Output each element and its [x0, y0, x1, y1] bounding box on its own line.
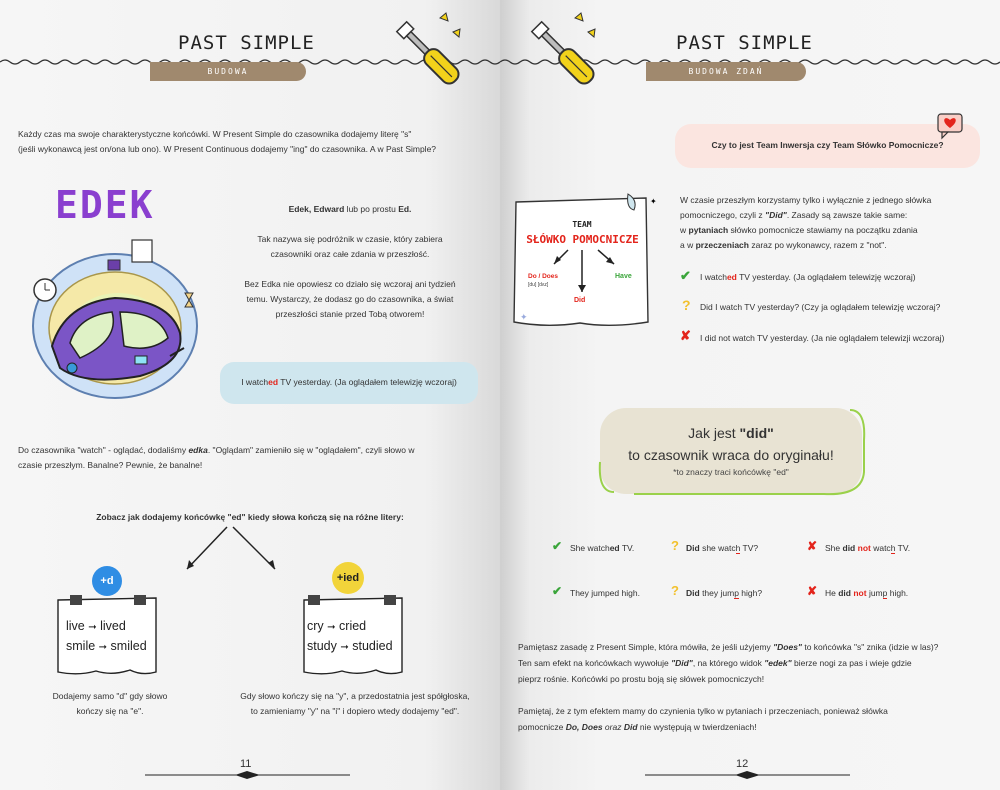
grid-r1-c2: [686, 541, 758, 556]
grid-r2-c3b: did: [838, 588, 851, 598]
edek-heading: [225, 202, 475, 217]
desc-line-4b: przeczeniach: [695, 240, 749, 250]
caption-ied-line1: Gdy słowo kończy się na "y", a przedostatnia jest spółgłoska,: [240, 691, 470, 701]
rule2-line2: [518, 720, 993, 735]
card-ied-words: [307, 617, 407, 657]
did-box-green-border: [594, 402, 870, 500]
page-title: PAST SIMPLE: [178, 32, 315, 54]
page-ornament: [645, 770, 850, 780]
team-card-background: [510, 192, 655, 330]
grid-r2-c3e: p: [882, 588, 888, 598]
grid-r2-c2d: high?: [738, 588, 763, 598]
watch-line-2: czasie przeszłym. Banalne? Pewnie, że banalne!: [18, 460, 203, 470]
heart-chat-icon: [936, 112, 964, 140]
grid-r1-c1b: ed: [609, 543, 620, 553]
grid-r1-c3a: She: [825, 543, 843, 553]
grid-r1-c1a: She watch: [570, 543, 610, 553]
watch-line-1b: edka: [188, 445, 208, 455]
card-ied-row: cry ➞ cried: [307, 619, 367, 633]
screwdriver-icon: [385, 10, 475, 100]
card-ied-from-1: cry: [307, 619, 324, 633]
question-text: Czy to jest Team Inwersja czy Team Słówko Pomocnicze?: [711, 140, 944, 150]
grid-r1-c3f: TV.: [895, 543, 911, 553]
grid-r1-c3: [825, 541, 910, 556]
card-d-row: smile ➞ smiled: [66, 639, 147, 653]
desc-line-4: [680, 238, 990, 253]
rule1-line2b: "Did": [671, 658, 693, 668]
card-d-row: live ➞ lived: [66, 619, 126, 633]
rule1-line2d: "edek": [764, 658, 792, 668]
grid-r2-c2a: Did: [686, 588, 700, 598]
page-ornament: [145, 770, 350, 780]
grid-r2-c3d: jum: [866, 588, 883, 598]
edek-heading-bold1: Edek, Edward: [288, 204, 345, 214]
team-title: SŁÓWKO POMOCNICZE: [526, 233, 639, 246]
question-mark-icon: ?: [671, 538, 679, 553]
intro-line-1: Każdy czas ma swoje charakterystyczne końcówki. W Present Simple do czasownika dodajemy literę "s": [18, 129, 412, 139]
example-ending: ed: [268, 377, 279, 387]
rule1-line1a: Pamiętasz zasadę z Present Simple, która mówiła, że jeśli użyjemy: [518, 642, 774, 652]
desc-line-2: [680, 208, 990, 223]
team-label: TEAM: [572, 220, 592, 229]
rule1-line1b: "Does": [773, 642, 802, 652]
section-tab: BUDOWA: [150, 62, 306, 81]
edek-heading-mid: lub po prostu: [344, 204, 399, 214]
example-pre: I watch: [241, 377, 269, 387]
question-mark-icon: ?: [671, 583, 679, 598]
rule2-line2d: Did: [623, 722, 638, 732]
team-have: Have: [615, 273, 632, 280]
card-d-from-1: live: [66, 619, 85, 633]
grid-r2-c2c: p: [734, 588, 739, 598]
did-box-line2: to czasownik wraca do oryginału!: [628, 447, 834, 463]
rule1-line3: pieprz rośnie. Końcówki po prostu boją się słówek pomocniczych!: [518, 674, 765, 684]
desc-line-2c: . Zasady są zawsze takie same:: [786, 210, 908, 220]
intro-line-2: (jeśli wykonawcą jest on/ona lub ono). W Present Continuous dodajemy "ing" do czasownika. A w Past Simple?: [18, 144, 437, 154]
rule2-line2c: oraz: [602, 722, 624, 732]
para1-line1: Tak nazywa się podróżnik w czasie, który zabiera: [257, 234, 443, 244]
desc-line-4a: a w: [680, 240, 696, 250]
example-affirmative: [700, 270, 990, 285]
question-bubble: [675, 124, 980, 168]
team-do-pron: [du] [dʌz]: [528, 282, 549, 288]
check-icon: ✔: [552, 584, 563, 598]
ex1-ending: ed: [726, 272, 737, 282]
grid-r2-c3a: He: [825, 588, 839, 598]
caption-d-line1: Dodajemy samo "d" gdy słowo: [52, 691, 168, 701]
badge-plus-ied: +ied: [332, 562, 364, 594]
card-d-to-2: smiled: [110, 639, 147, 653]
screwdriver-icon: [520, 10, 610, 100]
desc-line-2a: pomocniczego, czyli z: [680, 210, 766, 220]
team-did: Did: [574, 297, 586, 304]
para2-line2: temu. Wystarczy, że dodasz go do czasownika, a świat: [246, 294, 454, 304]
grid-r2-c3: [825, 586, 908, 601]
badge-plus-d: +d: [92, 566, 122, 596]
split-arrows: [175, 523, 285, 575]
card-ied-row: study ➞ studied: [307, 639, 393, 653]
edek-heading-bold2: Ed.: [398, 204, 412, 214]
grid-r1-c3e: h: [890, 543, 896, 553]
cross-icon: ✘: [680, 328, 691, 343]
question-mark-icon: ?: [682, 297, 691, 313]
card-d-from-2: smile: [66, 639, 96, 653]
ex1-pre: I watch: [700, 272, 727, 282]
desc-line-1: W czasie przeszłym korzystamy tylko i wyłącznie z jednego słówka: [680, 195, 932, 205]
example-bubble: [220, 362, 478, 404]
desc-line-3: [680, 223, 990, 238]
edek-title: EDEK: [55, 183, 155, 227]
page-number: 11: [240, 758, 252, 770]
caption-ied-line2: to zamieniamy "y" na "i" i dopiero wtedy dodajemy "ed".: [250, 706, 460, 716]
right-page: [500, 0, 1000, 790]
rule1-line1c: to końcówka "s" znika (idzie w las)?: [801, 642, 939, 652]
check-icon: ✔: [552, 539, 563, 553]
watch-line-1c: . "Oglądam" zamieniło się w "oglądałem", czyli słowo w: [207, 445, 415, 455]
ex1-post: TV yesterday. (Ja oglądałem telewizję wczoraj): [736, 272, 916, 282]
example-post: TV yesterday. (Ja oglądałem telewizję wczoraj): [278, 377, 457, 387]
page-title: PAST SIMPLE: [676, 32, 813, 54]
grid-r1-c1: [570, 541, 634, 556]
rule2-line2e: nie występują w twierdzeniach!: [637, 722, 757, 732]
desc-line-3c: słówko pomocnicze stawiamy na początku zdania: [728, 225, 918, 235]
example-sentence: [220, 375, 478, 390]
time-machine-illustration: [20, 228, 200, 408]
card-d-words: [66, 617, 166, 657]
check-icon: ✔: [680, 268, 691, 283]
desc-line-4c: zaraz po wykonawcy, razem z "not".: [748, 240, 887, 250]
cross-icon: ✘: [807, 584, 818, 598]
section-tab: BUDOWA ZDAŃ: [646, 62, 806, 81]
grid-r2-c1: They jumped high.: [570, 588, 640, 598]
did-box-line1a: Jak jest: [688, 425, 740, 441]
grid-r1-c3b: did: [842, 543, 856, 553]
rule2-line1: Pamiętaj, że z tym efektem mamy do czynienia tylko w pytaniach i przeczeniach, ponieważ słówka: [518, 706, 888, 716]
rule1-line2c: , na którego widok: [692, 658, 765, 668]
did-box-line3: *to znaczy traci końcówkę "ed": [673, 467, 789, 477]
grid-r1-c3d: watc: [870, 543, 891, 553]
card-ied-to-1: cried: [339, 619, 367, 633]
rule2-line2a: pomocnicze: [518, 722, 566, 732]
rule1-line2: [518, 656, 993, 671]
watch-line-1: [18, 443, 488, 458]
grid-r2-c3f: high.: [887, 588, 909, 598]
grid-r1-c3c: not: [857, 543, 871, 553]
grid-r1-c1c: TV.: [619, 543, 635, 553]
rule1-line2e: bierze nogi za pas i wieje gdzie: [791, 658, 912, 668]
team-do-does: Do / Does: [528, 273, 558, 280]
desc-line-3b: pytaniach: [688, 225, 729, 235]
para2-line3: przeszłości stanie przed Tobą otworem!: [275, 309, 425, 319]
rule1-line1: [518, 640, 993, 655]
grid-r2-c2: [686, 586, 762, 601]
example-question: Did I watch TV yesterday? (Czy ja oglądałem telewizję wczoraj?: [700, 302, 941, 312]
desc-line-2b: "Did": [765, 210, 787, 220]
para1-line2: czasowniki oraz całe zdania w przeszłość.: [270, 249, 430, 259]
example-negative: I did not watch TV yesterday. (Ja nie oglądałem telewizji wczoraj): [700, 333, 945, 343]
card-d-to-1: lived: [100, 619, 126, 633]
rule2-line2b: Do, Does: [565, 722, 603, 732]
caption-d-line2: kończy się na "e".: [76, 706, 144, 716]
desc-line-3a: w: [680, 225, 689, 235]
para2-line1: Bez Edka nie opowiesz co działo się wczoraj ani tydzień: [244, 279, 456, 289]
cross-icon: ✘: [807, 539, 818, 553]
svg-text:✦: ✦: [520, 312, 528, 322]
grid-r1-c2c: h: [735, 543, 741, 553]
grid-r1-c2d: TV?: [740, 543, 759, 553]
page-number: 12: [736, 758, 749, 770]
rule1-line2a: Ten sam efekt na końcówkach wywołuje: [518, 658, 672, 668]
grid-r1-c2b: she watc: [699, 543, 736, 553]
did-box-line1b: "did": [739, 425, 774, 441]
watch-line-1a: Do czasownika "watch" - oglądać, dodaliśmy: [18, 445, 189, 455]
grid-r1-c2a: Did: [686, 543, 700, 553]
card-ied-to-2: studied: [352, 639, 393, 653]
card-ied-from-2: study: [307, 639, 337, 653]
endings-heading: Zobacz jak dodajemy końcówkę "ed" kiedy słowa kończą się na różne litery:: [96, 512, 404, 522]
svg-text:✦: ✦: [650, 197, 657, 206]
grid-r2-c2b: they jum: [699, 588, 735, 598]
grid-r2-c3c: not: [853, 588, 867, 598]
